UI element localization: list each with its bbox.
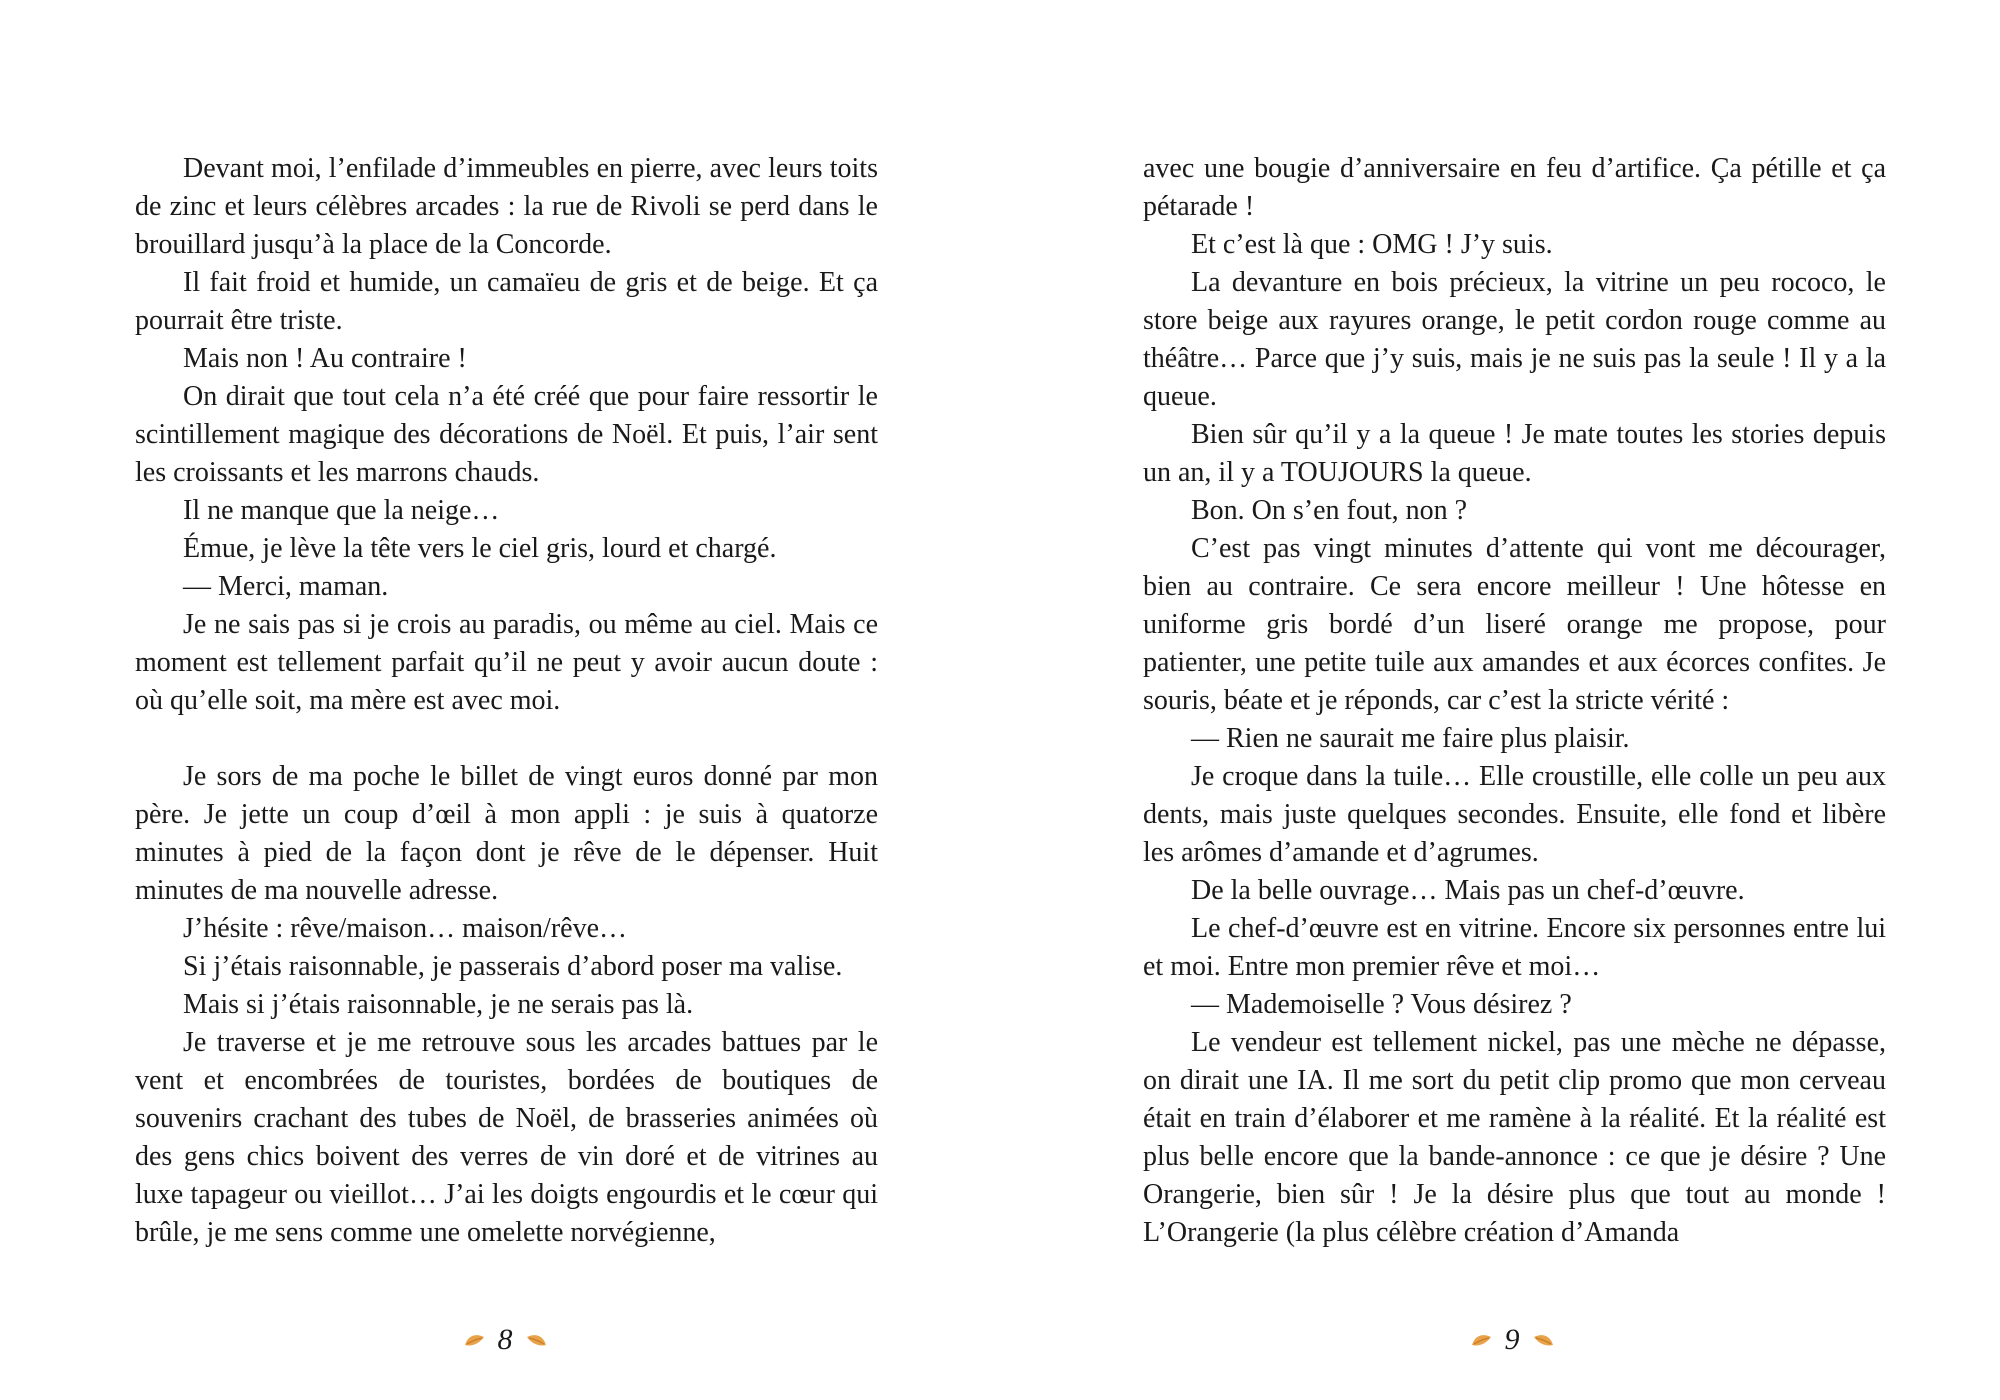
paragraph: Je sors de ma poche le billet de vingt euros donné par mon père. Je jette un coup d’œil à mon appli : je suis à quatorze minutes à pied de la façon dont je rêve de le dépenser. Huit minutes de ma nouvelle adresse.: [135, 761, 878, 906]
paragraph: — Rien ne saurait me faire plus plaisir.: [1191, 723, 1630, 754]
orange-leaf-icon: [523, 1329, 549, 1351]
paragraph: Émue, je lève la tête vers le ciel gris, lourd et chargé.: [183, 533, 777, 564]
paragraph: Il fait froid et humide, un camaïeu de gris et de beige. Et ça pourrait être triste.: [135, 267, 878, 336]
paragraph: Il ne manque que la neige…: [183, 495, 500, 526]
page-number: 9: [1504, 1323, 1520, 1356]
paragraph: Je ne sais pas si je crois au paradis, ou même au ciel. Mais ce moment est tellement parfait qu’il ne peut y avoir aucun doute : où qu’elle soit, ma mère est avec moi.: [135, 609, 878, 716]
orange-leaf-icon: [1530, 1329, 1556, 1351]
paragraph: On dirait que tout cela n’a été créé que pour faire ressortir le scintillement magique des décorations de Noël. Et puis, l’air sent les croissants et les marrons chauds.: [135, 381, 878, 488]
orange-leaf-icon: [1469, 1329, 1495, 1351]
paragraph: — Mademoiselle ? Vous désirez ?: [1191, 989, 1572, 1020]
page-number-footer: [405, 1320, 605, 1360]
page-number-footer: [1412, 1320, 1612, 1360]
paragraph: Mais non ! Au contraire !: [183, 343, 467, 374]
paragraph: — Merci, maman.: [183, 571, 389, 602]
paragraph: Devant moi, l’enfilade d’immeubles en pierre, avec leurs toits de zinc et leurs célèbres arcades : la rue de Rivoli se perd dans le brouillard jusqu’à la place de la Concorde.: [135, 153, 878, 260]
paragraph: Le vendeur est tellement nickel, pas une mèche ne dépasse, on dirait une IA. Il me sort du petit clip promo que mon cerveau était en train d’élaborer et me ramène à la réalité. Et la réalité est plus belle encore que la bande-annonce : ce que je désire ? Une Orangerie, bien sûr ! Je la désire plus que tout au monde ! L’Orangerie (la plus célèbre création d’Amanda: [1143, 1027, 1886, 1248]
paragraph: Bien sûr qu’il y a la queue ! Je mate toutes les stories depuis un an, il y a TOUJOURS la queue.: [1143, 419, 1886, 488]
right-page-text: [1143, 150, 1886, 1252]
paragraph: C’est pas vingt minutes d’attente qui vont me décourager, bien au contraire. Ce sera encore meilleur ! Une hôtesse en uniforme gris bordé d’un liseré orange me propose, pour patienter, une petite tuile aux amandes et aux écorces confites. Je souris, béate et je réponds, car c’est la stricte vérité :: [1143, 533, 1886, 716]
paragraph: J’hésite : rêve/maison… maison/rêve…: [183, 913, 627, 944]
paragraph: Je traverse et je me retrouve sous les arcades battues par le vent et encombrées de touristes, bordées de boutiques de souvenirs crachant des tubes de Noël, de brasseries animées où des gens chics boivent des verres de vin doré et de vitrines au luxe tapageur ou vieillot… J’ai les doigts engourdis et le cœur qui brûle, je me sens comme une omelette norvégienne,: [135, 1027, 878, 1248]
paragraph: Si j’étais raisonnable, je passerais d’abord poser ma valise.: [183, 951, 843, 982]
paragraph: Et c’est là que : OMG ! J’y suis.: [1191, 229, 1553, 260]
left-page-text: [135, 150, 878, 1252]
page-number: 8: [497, 1323, 513, 1356]
paragraph: De la belle ouvrage… Mais pas un chef-d’œuvre.: [1191, 875, 1745, 906]
paragraph: Le chef-d’œuvre est en vitrine. Encore six personnes entre lui et moi. Entre mon premier rêve et moi…: [1143, 913, 1886, 982]
paragraph: La devanture en bois précieux, la vitrine un peu rococo, le store beige aux rayures orange, le petit cordon rouge comme au théâtre… Parce que j’y suis, mais je ne suis pas la seule ! Il y a la queue.: [1143, 267, 1886, 412]
paragraph: avec une bougie d’anniversaire en feu d’artifice. Ça pétille et ça pétarade !: [1143, 153, 1886, 222]
paragraph: Mais si j’étais raisonnable, je ne serais pas là.: [183, 989, 694, 1020]
orange-leaf-icon: [462, 1329, 488, 1351]
paragraph: Je croque dans la tuile… Elle croustille, elle colle un peu aux dents, mais juste quelques secondes. Ensuite, elle fond et libère les arômes d’amande et d’agrumes.: [1143, 761, 1886, 868]
right-page: [1000, 0, 2000, 1400]
paragraph: Bon. On s’en fout, non ?: [1191, 495, 1468, 526]
